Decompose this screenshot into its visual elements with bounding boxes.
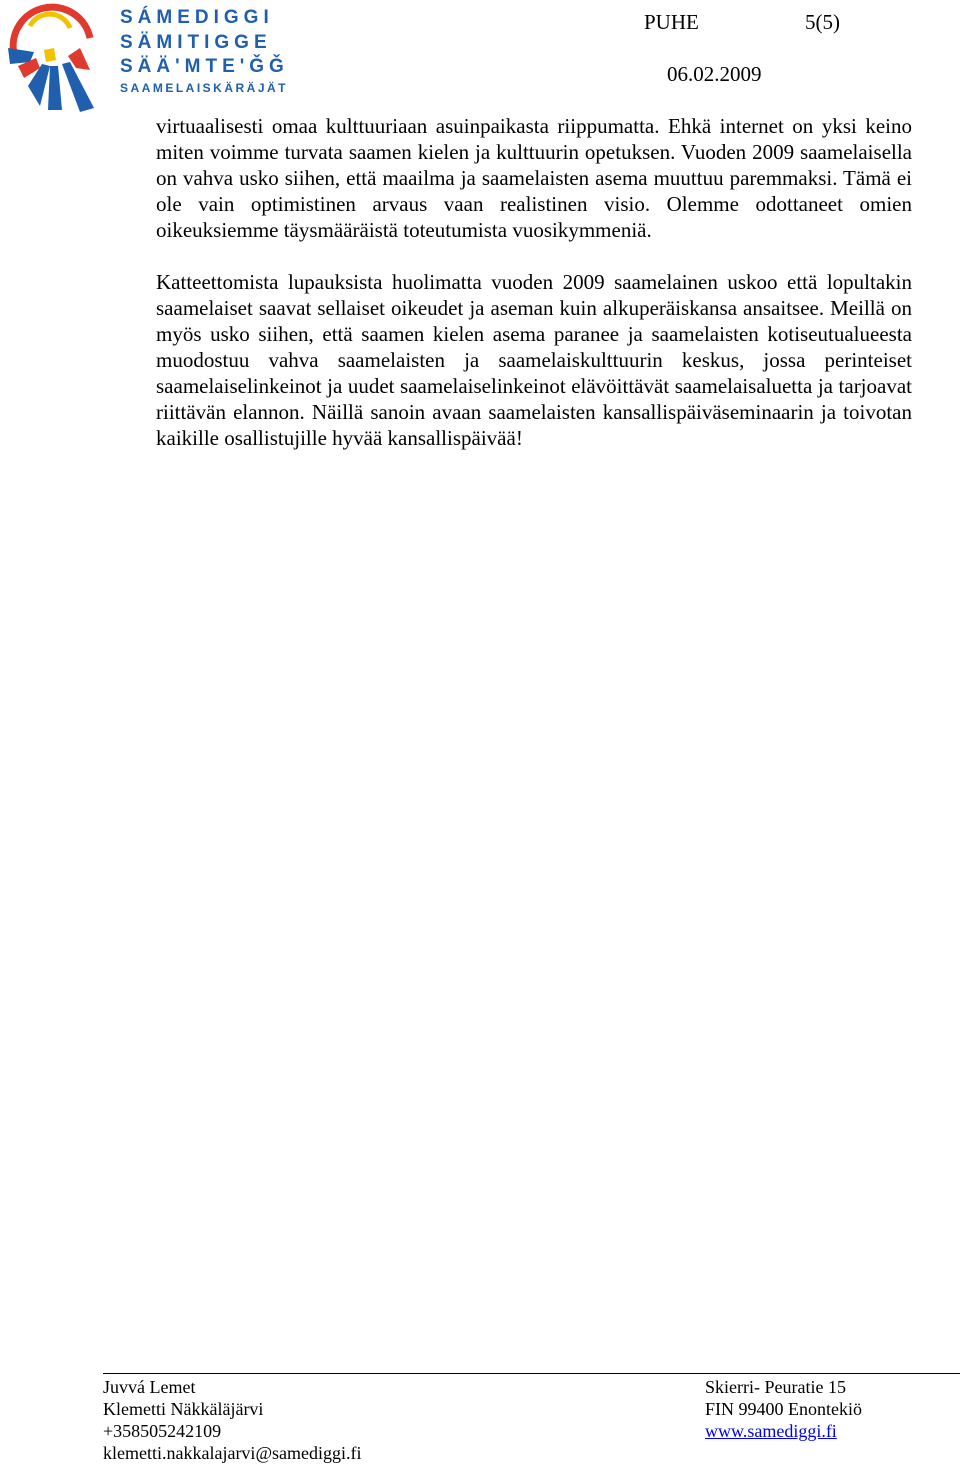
contact-phone: +358505242109 — [103, 1421, 222, 1441]
samediggi-logo-icon — [4, 2, 100, 114]
contact-name-sami: Juvvá Lemet — [103, 1377, 196, 1397]
document-body — [156, 113, 912, 477]
page-number: 5(5) — [805, 10, 840, 34]
org-name-inari-sami: SÄMITIGGE — [120, 31, 272, 53]
document-type: PUHE — [644, 10, 699, 34]
footer-contact — [103, 1376, 362, 1464]
contact-name: Klemetti Näkkäläjärvi — [103, 1399, 264, 1419]
body-paragraph: Katteettomista lupauksista huolimatta vuoden 2009 saamelainen uskoo että lopultakin saamelaiset saavat sellaiset oikeudet ja aseman kuin alkuperäiskansa ansaitsee. Meillä on myös usko siihen, että saamen kielen asema paranee ja saamelaisten kotiseutualueesta muodostuu vahva saamelaisten ja saamelaiskulttuurin keskus, jossa perinteiset saamelaiselinkeinot ja uudet saamelaiselinkeinot elävöittävät saamelaisaluetta ja tarjoavat riittävän elannon. Näillä sanoin avaan saamelaisten kansallispäiväseminaarin ja toivotan kaikille osallistujille hyvää kansallispäivää! — [156, 270, 912, 450]
address-postal: FIN 99400 Enontekiö — [705, 1399, 862, 1419]
org-name-finnish: SAAMELAISKÄRÄJÄT — [120, 80, 289, 95]
org-name-skolt-sami: SÄÄ'MTE'ǦǦ — [120, 56, 289, 77]
organization-names — [120, 6, 289, 96]
address-street: Skierri- Peuratie 15 — [705, 1377, 846, 1397]
website-link[interactable]: www.samediggi.fi — [705, 1421, 837, 1441]
footer-divider — [103, 1373, 960, 1374]
document-date: 06.02.2009 — [667, 62, 762, 86]
footer-address — [705, 1376, 862, 1442]
org-name-northern-sami: SÁMEDIGGI — [120, 7, 274, 28]
body-paragraph: virtuaalisesti omaa kulttuuriaan asuinpaikasta riippumatta. Ehkä internet on yksi keino miten voimme turvata saamen kielen ja kulttuurin opetuksen. Vuoden 2009 saamelaisella on vahva usko siihen, että maailma ja saamelaisten asema muuttuu paremmaksi. Tämä ei ole vain optimistinen arvaus vaan realistinen visio. Olemme odottaneet omien oikeuksiemme täysmääräistä toteutumista vuosikymmeniä. — [156, 114, 912, 242]
contact-email: klemetti.nakkalajarvi@samediggi.fi — [103, 1443, 362, 1463]
